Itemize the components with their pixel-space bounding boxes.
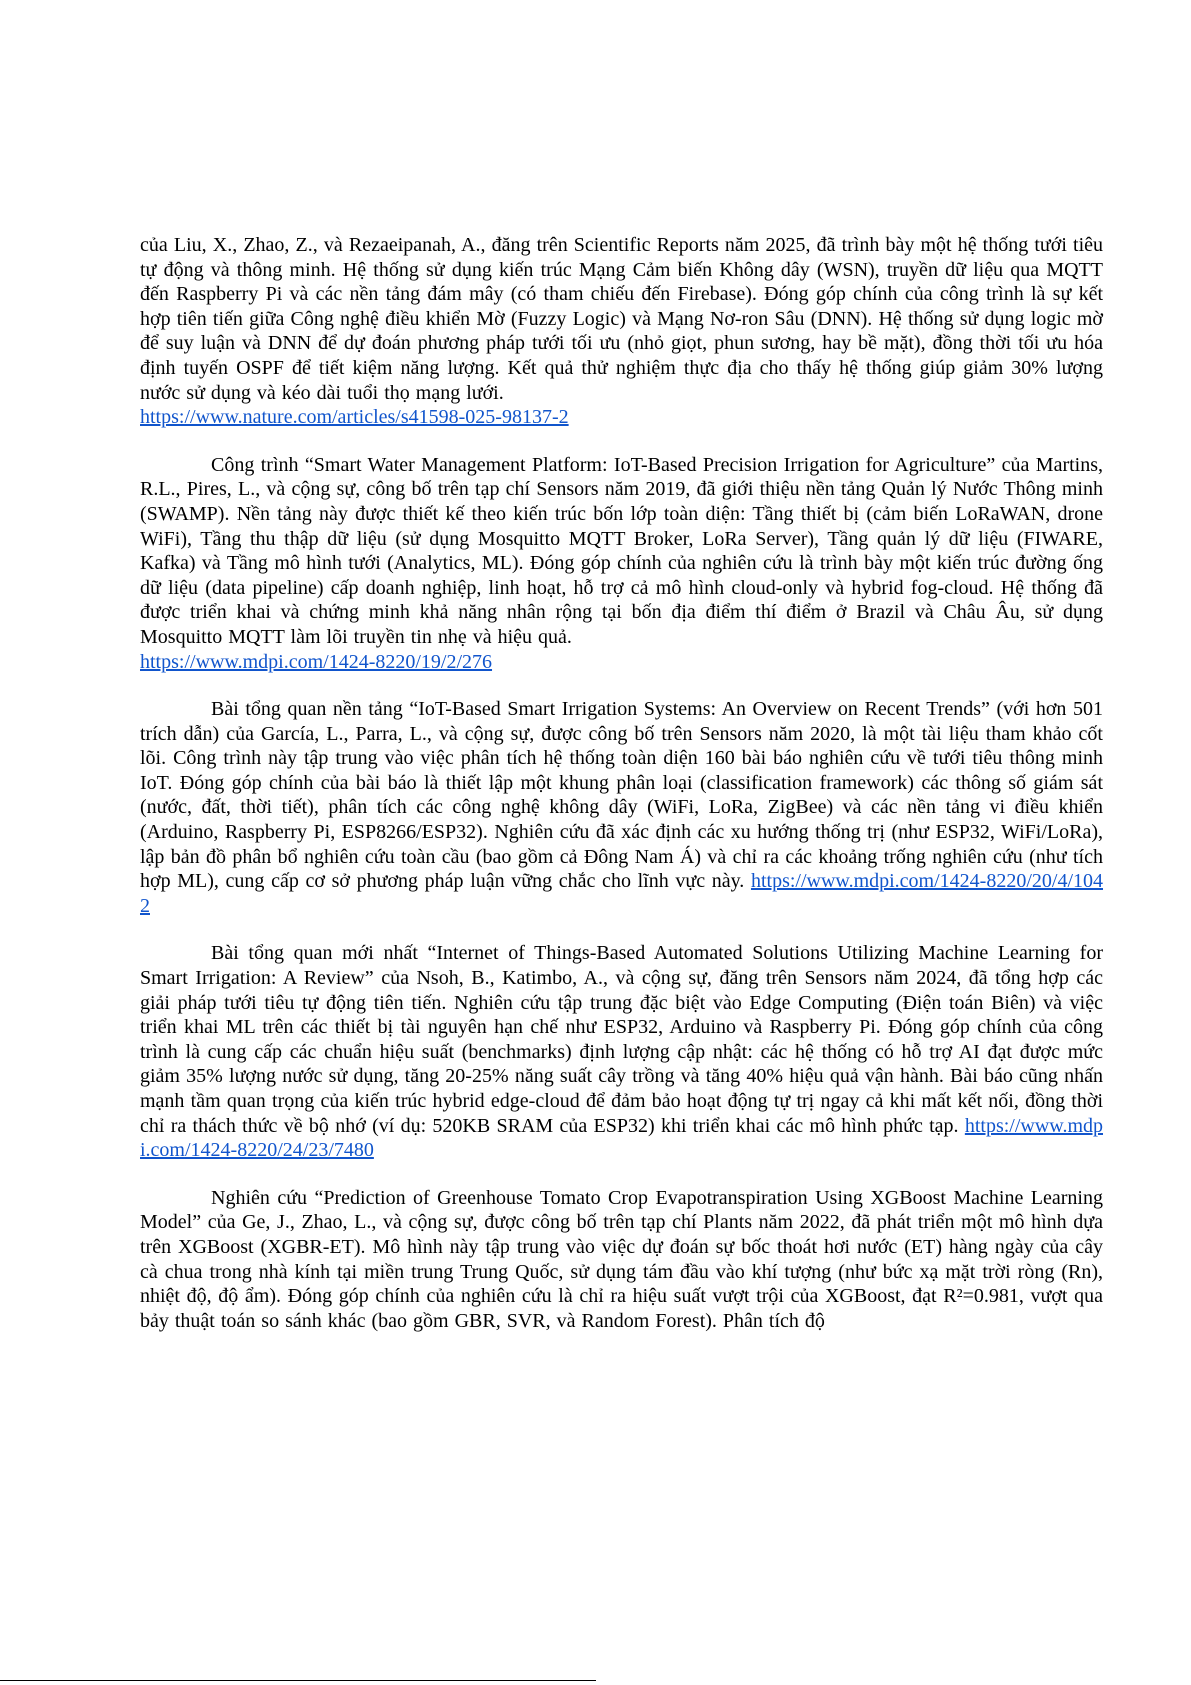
- paragraph-martins-2019: [140, 453, 1103, 674]
- reference-link[interactable]: https://www.mdpi.com/1424-8220/19/2/276: [140, 650, 493, 673]
- paragraph-text: Nghiên cứu “Prediction of Greenhouse Tomato Crop Evapotranspiration Using XGBoost Machine Learning Model” của Ge, J., Zhao, L., và cộng sự, được công bố trên tạp chí Plants năm 2022, đã phát triển một mô hình dựa trên XGBoost (XGBR-ET). Mô hình này tập trung vào việc dự đoán sự bốc thoát hơi nước (ET) hàng ngày của cây cà chua trong nhà kính tại miền trung Trung Quốc, sử dụng tám đầu vào khí tượng (như bức xạ mặt trời ròng (Rn), nhiệt độ, độ ẩm). Đóng góp chính của nghiên cứu là chỉ ra hiệu suất vượt trội của XGBoost, đạt R²=0.981, vượt qua bảy thuật toán so sánh khác (bao gồm GBR, SVR, và Random Forest). Phân tích độ: [140, 1186, 1103, 1332]
- paragraph-ge-2022: [140, 1186, 1103, 1334]
- reference-link[interactable]: https://www.mdpi.com/1424-8220/24/23/7480: [140, 1114, 1103, 1162]
- paragraph-garcia-2020: [140, 697, 1103, 918]
- reference-link[interactable]: https://www.nature.com/articles/s41598-025-98137-2: [140, 406, 569, 429]
- paragraph-nsoh-2024: [140, 941, 1103, 1162]
- paragraph-text: Công trình “Smart Water Management Platform: IoT-Based Precision Irrigation for Agriculture” của Martins, R.L., Pires, L., và cộng sự, công bố trên tạp chí Sensors năm 2019, đã giới thiệu nền tảng Quản lý Nước Thông minh (SWAMP). Nền tảng này được thiết kế theo kiến trúc bốn lớp toàn diện: Tầng thiết bị (cảm biến LoRaWAN, drone WiFi), Tầng thu thập dữ liệu (sử dụng Mosquitto MQTT Broker, LoRa Server), Tầng quản lý dữ liệu (FIWARE, Kafka) và Tầng mô hình tưới (Analytics, ML). Đóng góp chính của nghiên cứu là trình bày một kiến trúc đường ống dữ liệu (data pipeline) cấp doanh nghiệp, linh hoạt, hỗ trợ cả mô hình cloud-only và hybrid fog-cloud. Hệ thống đã được triển khai và chứng minh khả năng nhân rộng tại bốn địa điểm thí điểm ở Brazil và Châu Âu, sử dụng Mosquitto MQTT làm lõi truyền tin nhẹ và hiệu quả.: [140, 453, 1103, 648]
- footnote-divider: [0, 1680, 596, 1681]
- paragraph-liu-2025: [140, 233, 1103, 430]
- reference-link[interactable]: https://www.mdpi.com/1424-8220/20/4/1042: [140, 870, 1103, 917]
- paragraph-text: của Liu, X., Zhao, Z., và Rezaeipanah, A., đăng trên Scientific Reports năm 2025, đã trình bày một hệ thống tưới tiêu tự động và thông minh. Hệ thống sử dụng kiến trúc Mạng Cảm biến Không dây (WSN), truyền dữ liệu qua MQTT đến Raspberry Pi và các nền tảng đám mây (có tham chiếu đến Firebase). Đóng góp chính của công trình là sự kết hợp tiên tiến giữa Công nghệ điều khiển Mờ (Fuzzy Logic) và Mạng Nơ-ron Sâu (DNN). Hệ thống sử dụng logic mờ để suy luận và DNN để dự đoán phương pháp tưới tối ưu (nhỏ giọt, phun sương, hay bề mặt), đồng thời tối ưu hóa định tuyến OSPF để tiết kiệm năng lượng. Kết quả thử nghiệm thực địa cho thấy hệ thống giúp giảm 30% lượng nước sử dụng và kéo dài tuổi thọ mạng lưới.: [140, 234, 1103, 404]
- document-body: [140, 233, 1103, 1356]
- paragraph-text: Bài tổng quan nền tảng “IoT-Based Smart Irrigation Systems: An Overview on Recent Trends” (với hơn 501 trích dẫn) của García, L., Parra, L., và cộng sự, được công bố trên Sensors năm 2020, là một tài liệu tham khảo cốt lõi. Công trình này tập trung vào việc phân tích hệ thống toàn diện 160 bài báo nghiên cứu về tưới tiêu thông minh IoT. Đóng góp chính của bài báo là thiết lập một khung phân loại (classification framework) các thông số giám sát (nước, đất, thời tiết), phân tích các công nghệ không dây (WiFi, LoRa, ZigBee) và các nền tảng vi điều khiển (Arduino, Raspberry Pi, ESP8266/ESP32). Nghiên cứu đã xác định các xu hướng thống trị (như ESP32, WiFi/LoRa), lập bản đồ phân bổ nghiên cứu toàn cầu (bao gồm cả Đông Nam Á) và chỉ ra các khoảng trống nghiên cứu (như tích hợp ML), cung cấp cơ sở phương pháp luận vững chắc cho lĩnh vực này.: [140, 698, 1103, 893]
- paragraph-text: Bài tổng quan mới nhất “Internet of Things-Based Automated Solutions Utilizing Machine Learning for Smart Irrigation: A Review” của Nsoh, B., Katimbo, A., và cộng sự, đăng trên Sensors năm 2024, đã tổng hợp các giải pháp tưới tiêu tự động tiên tiến. Nghiên cứu tập trung đặc biệt vào Edge Computing (Điện toán Biên) và việc triển khai ML trên các thiết bị tài nguyên hạn chế như ESP32, Arduino và Raspberry Pi. Đóng góp chính của công trình là cung cấp các chuẩn hiệu suất (benchmarks) định lượng cập nhật: các hệ thống có hỗ trợ AI đạt được mức giảm 35% lượng nước sử dụng, tăng 20-25% năng suất cây trồng và tăng 40% hiệu quả vận hành. Bài báo cũng nhấn mạnh tầm quan trọng của kiến trúc hybrid edge-cloud để đảm bảo hoạt động tự trị ngay cả khi mất kết nối, đồng thời chỉ ra thách thức về bộ nhớ (ví dụ: 520KB SRAM của ESP32) khi triển khai các mô hình phức tạp.: [140, 942, 1103, 1137]
